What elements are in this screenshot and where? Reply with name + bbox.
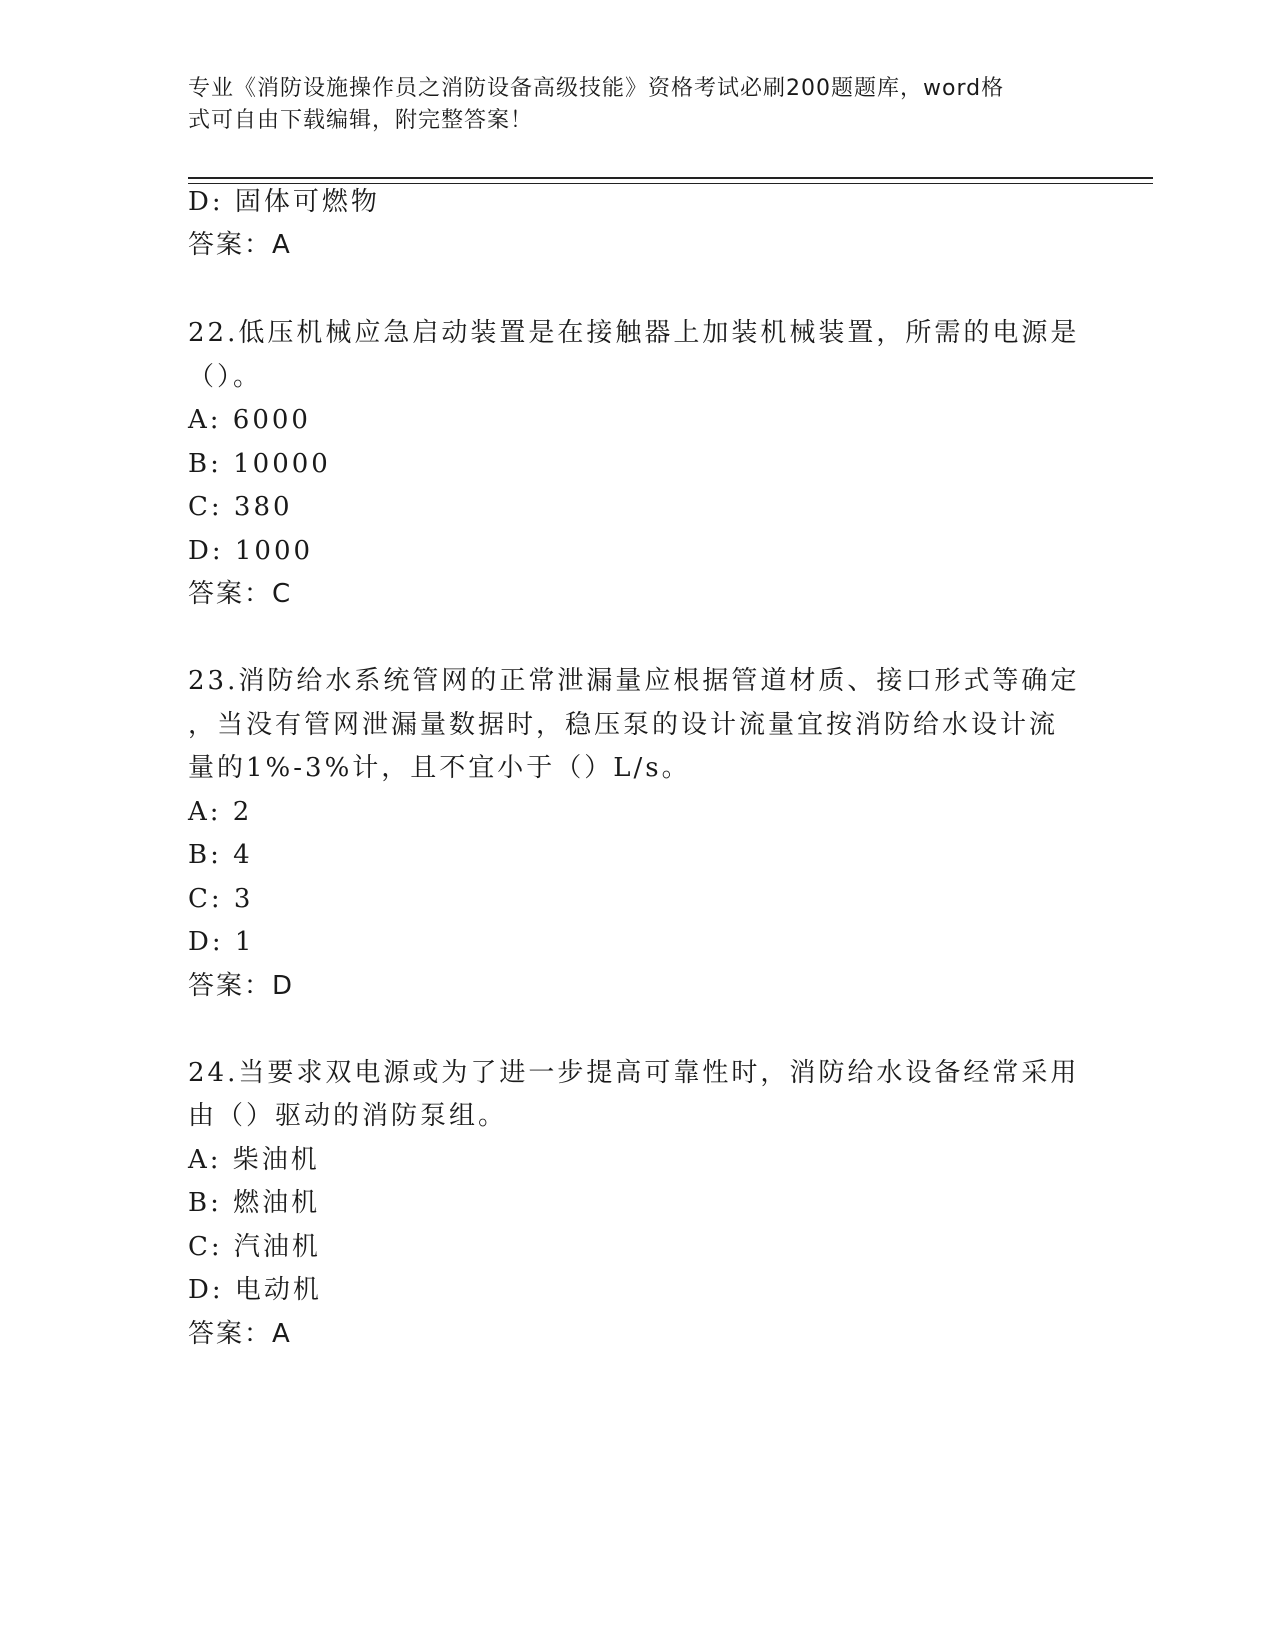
q22-text-line-2: （）。 bbox=[188, 362, 263, 392]
q23-text-line-3: 量的1%-3%计，且不宜小于（）L/s。 bbox=[188, 753, 691, 783]
q22-option-c: C: 380 bbox=[188, 492, 293, 522]
q24-option-a: A: 柴油机 bbox=[188, 1145, 320, 1175]
header-line-1: 专业《消防设施操作员之消防设备高级技能》资格考试必刷200题题库，word格 bbox=[188, 76, 1005, 101]
q23-option-b: B: 4 bbox=[188, 840, 253, 870]
prev-option-d: D: 固体可燃物 bbox=[188, 187, 380, 217]
q24-answer: 答案：A bbox=[188, 1319, 292, 1349]
header-divider-thin bbox=[188, 183, 1153, 184]
header-divider-thick bbox=[188, 177, 1153, 179]
header-line-2: 式可自由下载编辑，附完整答案！ bbox=[188, 108, 534, 133]
q22-answer: 答案：C bbox=[188, 579, 293, 609]
q22-option-a: A: 6000 bbox=[188, 405, 311, 435]
q24-text-line-1: 24.当要求双电源或为了进一步提高可靠性时，消防给水设备经常采用 bbox=[188, 1058, 1080, 1088]
q24-option-c: C: 汽油机 bbox=[188, 1232, 321, 1262]
q23-option-a: A: 2 bbox=[188, 797, 253, 827]
q22-option-b: B: 10000 bbox=[188, 449, 331, 479]
q22-option-d: D: 1000 bbox=[188, 536, 314, 566]
q22-text-line-1: 22.低压机械应急启动装置是在接触器上加装机械装置，所需的电源是 bbox=[188, 318, 1080, 348]
q23-option-d: D: 1 bbox=[188, 927, 255, 957]
q23-text-line-2: ，当没有管网泄漏量数据时，稳压泵的设计流量宜按消防给水设计流 bbox=[188, 710, 1059, 740]
q24-option-b: B: 燃油机 bbox=[188, 1188, 321, 1218]
q23-text-line-1: 23.消防给水系统管网的正常泄漏量应根据管道材质、接口形式等确定 bbox=[188, 666, 1080, 696]
q23-option-c: C: 3 bbox=[188, 884, 254, 914]
prev-answer: 答案：A bbox=[188, 230, 292, 260]
q24-option-d: D: 电动机 bbox=[188, 1275, 322, 1305]
document-header bbox=[188, 73, 1068, 137]
q23-answer: 答案：D bbox=[188, 971, 295, 1001]
q24-text-line-2: 由（）驱动的消防泵组。 bbox=[188, 1101, 508, 1131]
